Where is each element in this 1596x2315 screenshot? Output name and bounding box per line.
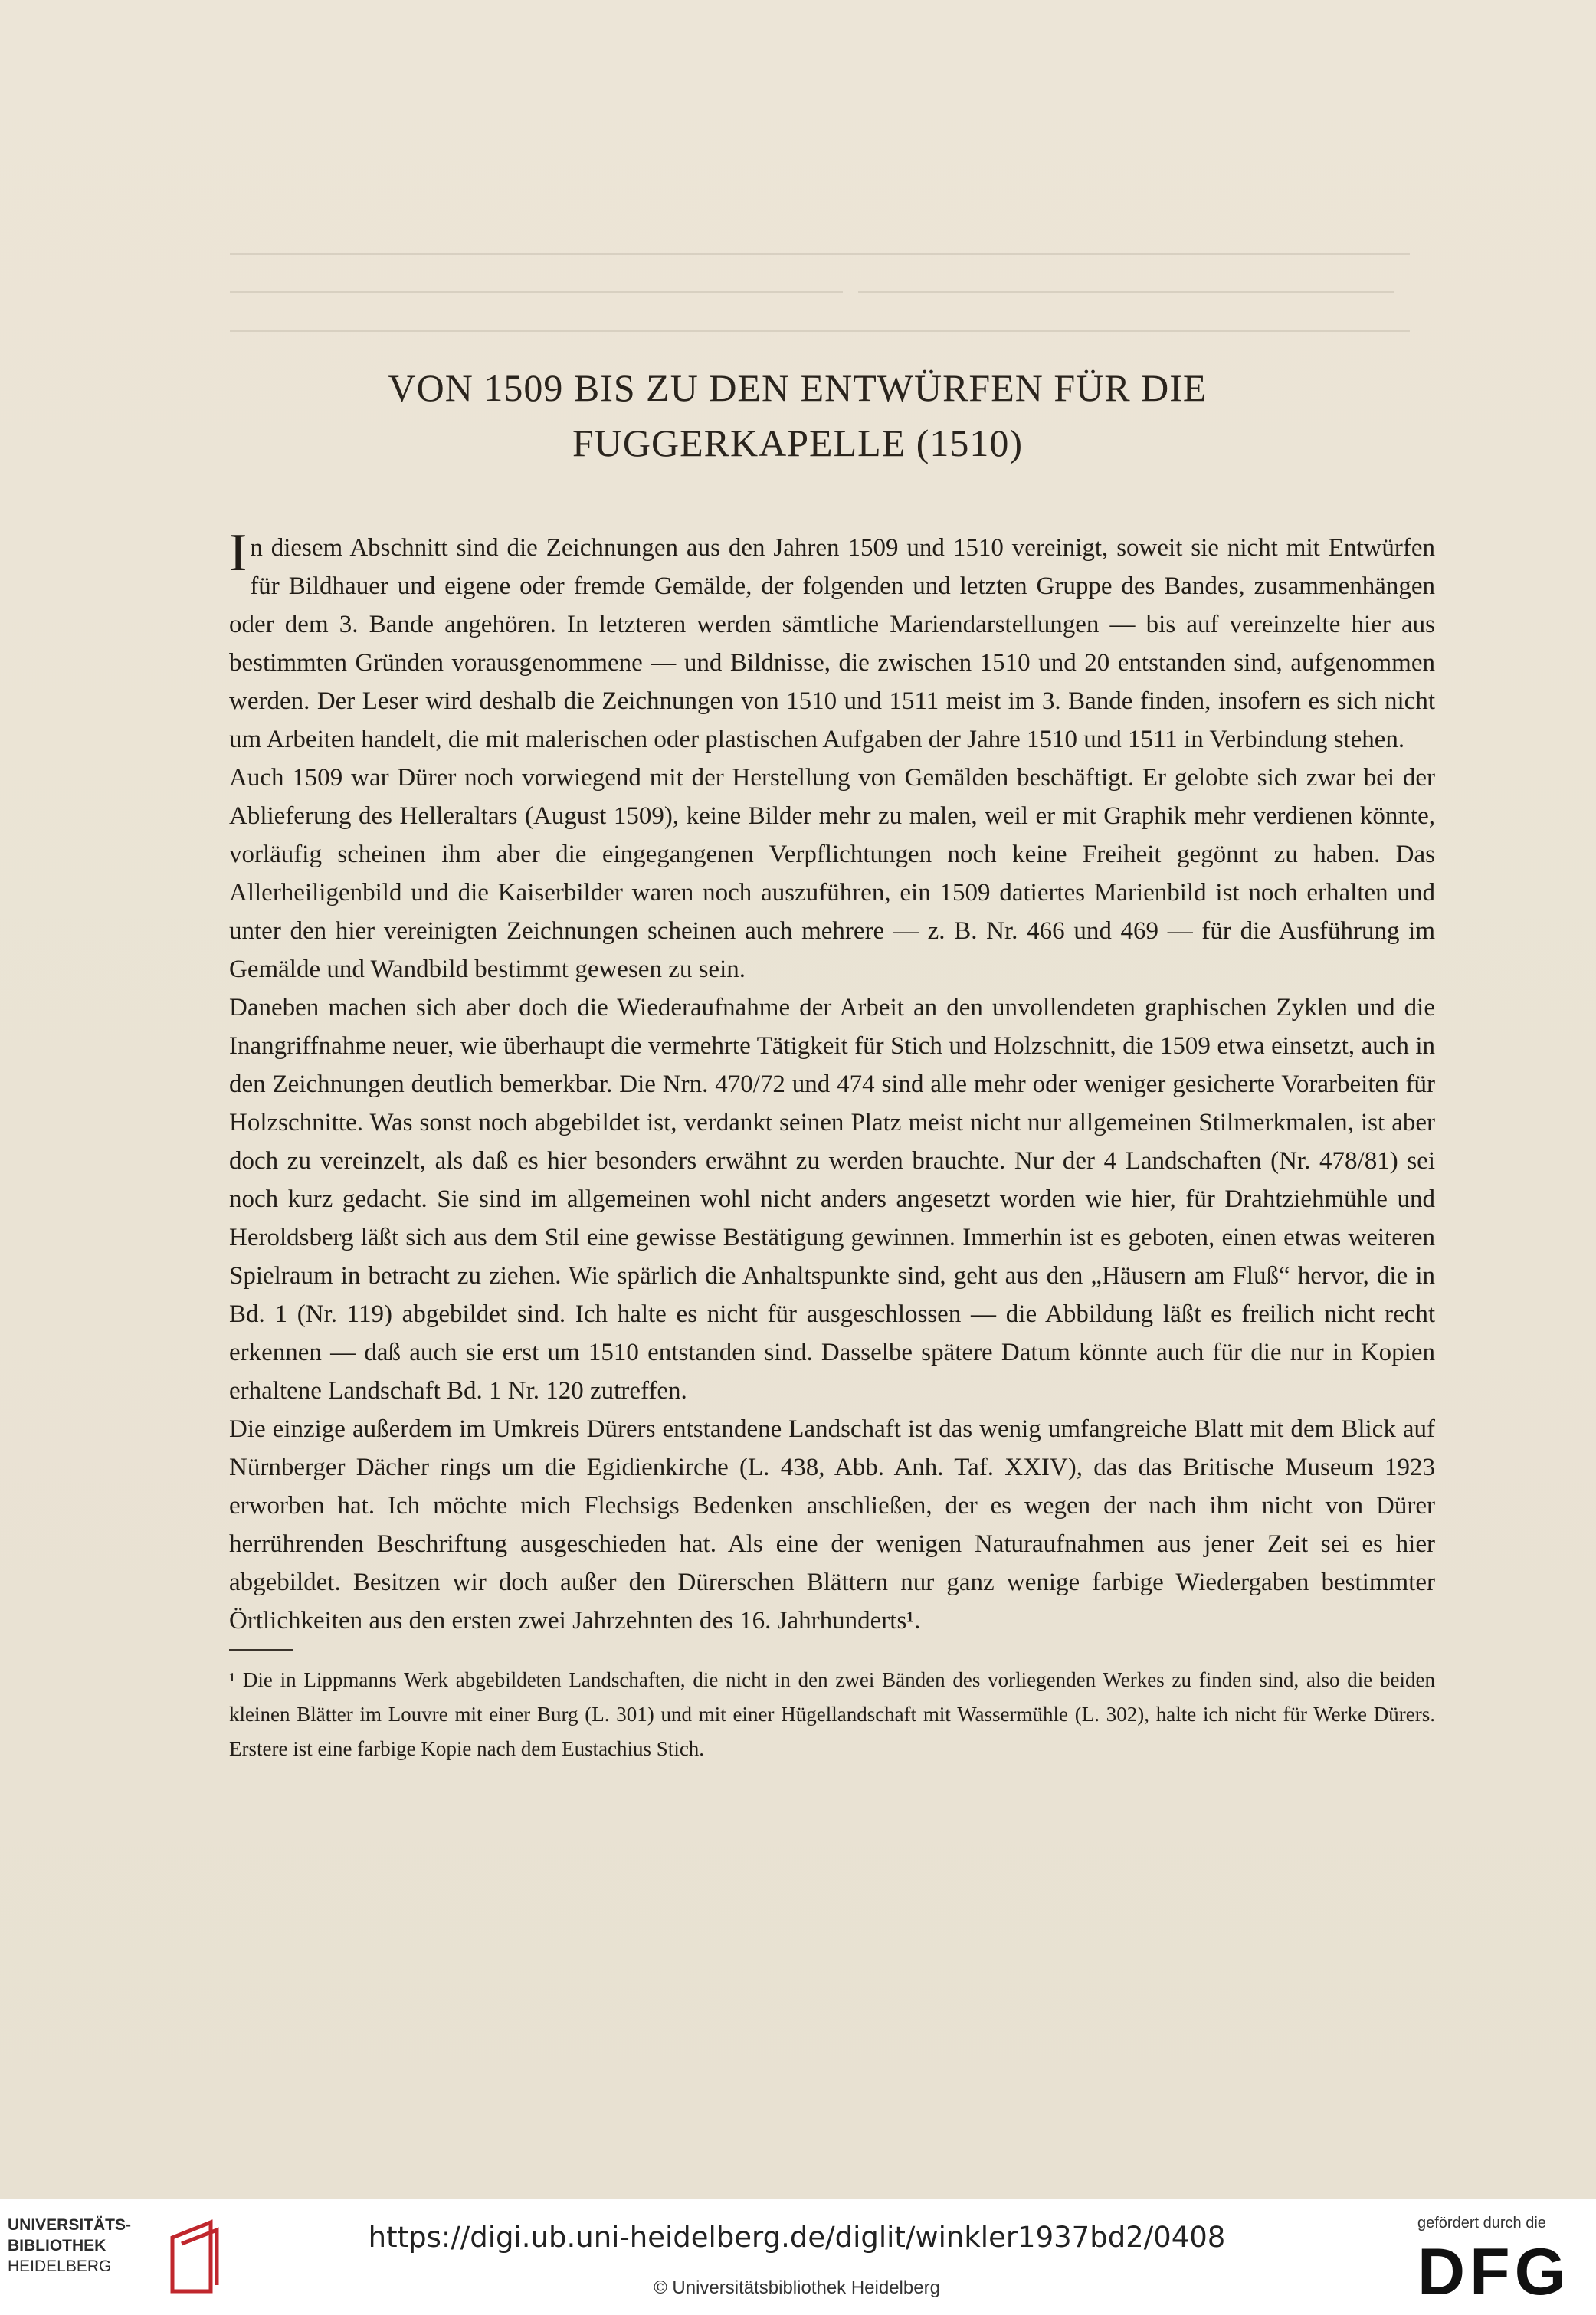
page-url-link[interactable]: https://digi.ub.uni-heidelberg.de/diglit/winkler1937bd2/0408 — [368, 2221, 1226, 2254]
library-logo[interactable] — [8, 2215, 329, 2307]
paragraph-text: Daneben machen sich aber doch die Wiederaufnahme der Arbeit an den unvollendeten graphischen Zyklen und die Inangriffnahme neuer, wie überhaupt die vermehrte Tätigkeit für Stich und Holzschnitt, die 1509 etwa einsetzt, auch in den Zeichnungen deutlich bemerkbar. Die Nrn. 470/72 und 474 sind alle mehr oder weniger gesicherte Vorarbeiten für Holzschnitte. Was sonst noch abgebildet ist, verdankt seinen Platz meist nicht nur allgemeinen Stilmerkmalen, ist aber doch zu vereinzelt, als daß es hier besonders erwähnt zu werden brauchte. Nur der 4 Landschaften (Nr. 478/81) sei noch kurz gedacht. Sie sind im allgemeinen wohl nicht anders angesetzt worden wie hier, für Drahtziehmühle und Heroldsberg läßt sich aus dem Stil eine gewisse Bestätigung gewinnen. Immerhin ist es geboten, einen etwas weiteren Spielraum in betracht zu ziehen. Wie spärlich die Anhaltspunkte sind, geht aus den „Häusern am Fluß“ hervor, die in Bd. 1 (Nr. 119) abgebildet sind. Ich halte es nicht für ausgeschlossen — die Abbildung läßt es freilich nicht recht erkennen — daß auch sie erst um 1510 entstanden sind. Dasselbe spätere Datum könnte auch für die nur in Kopien erhaltene Landschaft Bd. 1 Nr. 120 zutreffen. — [229, 994, 1435, 1405]
paragraph-text: Die einzige außerdem im Umkreis Dürers entstandene Landschaft ist das wenig umfangreiche Blatt mit dem Blick auf Nürnberger Dächer rings um die Egidienkirche (L. 438, Abb. Anh. Taf. XXIV), das das Britische Museum 1923 erworben hat. Ich möchte mich Flechsigs Bedenken anschließen, der es wegen der nach ihm nicht von Dürer herrührenden Beschriftung ausgeschieden hat. Als eine der wenigen Naturaufnahmen aus jener Zeit sei es hier abgebildet. Besitzen wir doch außer den Dürerschen Blättern nur ganz wenige farbige Wiedergaben bestimmter Örtlichkeiten aus den ersten zwei Jahrzehnten des 16. Jahrhunderts¹. — [229, 1415, 1435, 1635]
dfg-logo[interactable]: DFG — [1417, 2235, 1571, 2309]
drop-cap: I — [229, 523, 247, 582]
paragraph-text: n diesem Abschnitt sind die Zeichnungen aus den Jahren 1509 und 1510 vereinigt, soweit sie nicht mit Entwürfen für Bildhauer und eigene oder fremde Gemälde, der folgenden und letzten Gruppe des Bandes, zusammenhängen oder dem 3. Bande angehören. In letzteren werden sämtliche Mariendarstellungen — bis auf vereinzelte hier aus bestimmten Gründen vorausgenommene — und Bildnisse, die zwischen 1510 und 20 entstanden sind, aufgenommen werden. Der Leser wird deshalb die Zeichnungen von 1510 und 1511 meist im 3. Bande finden, insofern es sich nicht um Arbeiten handelt, die mit malerischen oder plastischen Aufgaben der Jahre 1510 und 1511 in Verbindung stehen. — [229, 534, 1435, 753]
paragraph — [229, 523, 1435, 759]
library-emblem-icon — [165, 2215, 226, 2299]
library-logo-text — [8, 2215, 169, 2277]
footer-bar — [0, 2199, 1596, 2315]
paragraph — [229, 989, 1435, 1410]
logo-line-1: UNIVERSITÄTS- — [8, 2216, 132, 2234]
logo-line-3: HEIDELBERG — [8, 2258, 112, 2275]
chapter-title: VON 1509 BIS ZU DEN ENTWÜRFEN FÜR DIE FUGGERKAPELLE (1510) — [388, 366, 1208, 464]
copyright-notice: © Universitätsbibliothek Heidelberg — [654, 2277, 940, 2298]
footnote-rule — [229, 1649, 293, 1651]
paragraph — [229, 1410, 1435, 1640]
paragraph-text: Auch 1509 war Dürer noch vorwiegend mit der Herstellung von Gemälden beschäftigt. Er gelobte sich zwar bei der Ablieferung des Helleraltars (August 1509), keine Bilder mehr zu malen, weil er mit Graphik mehr verdienen könnte, vorläufig scheinen ihm aber die eingegangenen Verpflichtungen noch keine Freiheit gegönnt zu haben. Das Allerheiligenbild und die Kaiserbilder waren noch auszuführen, ein 1509 datiertes Marienbild ist noch erhalten und unter den hier vereinigten Zeichnungen scheinen auch mehrere — z. B. Nr. 466 und 469 — für die Ausführung im Gemälde und Wandbild bestimmt gewesen zu sein. — [229, 764, 1435, 983]
logo-line-2: BIBLIOTHEK — [8, 2237, 107, 2254]
footnote: ¹ Die in Lippmanns Werk abgebildeten Landschaften, die nicht in den zwei Bänden des vorliegenden Werkes zu finden sind, also die beiden kleinen Blätter im Louvre mit einer Burg (L. 301) und mit einer Hügellandschaft mit Wassermühle (L. 302), halte ich nicht für Werke Dürers. Erstere ist eine farbige Kopie nach dem Eustachius Stich. — [229, 1668, 1435, 1760]
paragraph — [229, 759, 1435, 989]
main-text — [229, 523, 1435, 1766]
funding-label: gefördert durch die — [1417, 2215, 1546, 2231]
